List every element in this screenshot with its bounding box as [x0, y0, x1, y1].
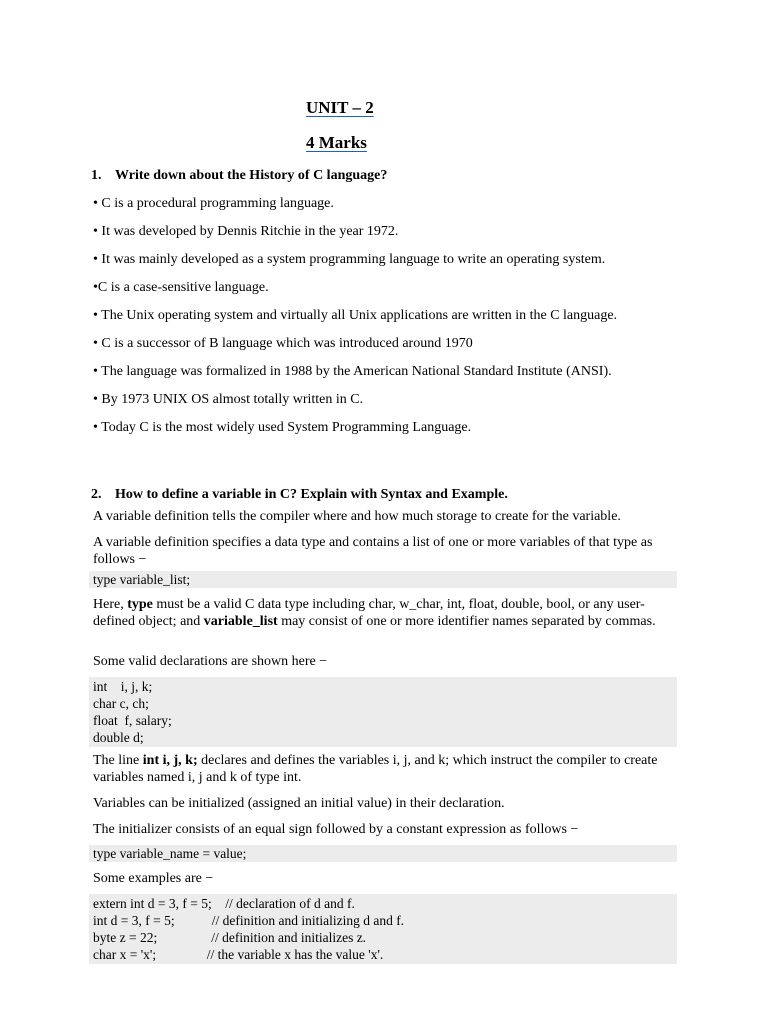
- q2-paragraph: [93, 596, 678, 630]
- code-line: char x = 'x'; // the variable x has the value 'x'.: [93, 947, 384, 962]
- q2-paragraph: Some examples are −: [93, 871, 214, 886]
- q1-bullet: • The language was formalized in 1988 by the American National Standard Institute (ANSI).: [93, 364, 612, 379]
- code-block: [89, 677, 677, 747]
- code-block: [89, 894, 677, 964]
- code-block: [89, 845, 677, 862]
- text-run-bold: type: [127, 597, 153, 612]
- code-line: int i, j, k;: [93, 679, 153, 694]
- code-line: int d = 3, f = 5; // definition and initializing d and f.: [93, 913, 405, 928]
- code-line: byte z = 22; // definition and initializes z.: [93, 930, 367, 945]
- q2-paragraph: Variables can be initialized (assigned an initial value) in their declaration.: [93, 796, 505, 811]
- q1-bullet: • C is a procedural programming language.: [93, 196, 334, 211]
- q2-paragraph: A variable definition specifies a data type and contains a list of one or more variables of that type as follows −: [93, 535, 653, 567]
- q1-bullet: • The Unix operating system and virtually all Unix applications are written in the C language.: [93, 308, 618, 323]
- marks-title: 4 Marks: [306, 133, 367, 152]
- text-run: Here,: [93, 597, 128, 612]
- code-line: type variable_list;: [93, 572, 191, 587]
- text-run-bold: variable_list: [203, 614, 278, 629]
- q1-bullet: • Today C is the most widely used System Programming Language.: [93, 420, 472, 435]
- q2-paragraph: [93, 752, 678, 786]
- q1-number: 1.: [91, 168, 102, 183]
- q1-bullet: • C is a successor of B language which was introduced around 1970: [93, 336, 473, 351]
- code-line: double d;: [93, 730, 144, 745]
- q1-bullet: • It was developed by Dennis Ritchie in the year 1972.: [93, 224, 399, 239]
- q2-number: 2.: [91, 487, 102, 502]
- code-block: [89, 571, 677, 588]
- code-line: extern int d = 3, f = 5; // declaration of d and f.: [93, 896, 355, 911]
- q1-bullet: • By 1973 UNIX OS almost totally written in C.: [93, 392, 364, 407]
- unit-title: UNIT – 2: [306, 98, 374, 117]
- q1-bullet: • It was mainly developed as a system programming language to write an operating system.: [93, 252, 606, 267]
- q2-paragraph: A variable definition tells the compiler where and how much storage to create for the variable.: [93, 509, 621, 524]
- q1-bullet: •C is a case-sensitive language.: [93, 280, 269, 295]
- code-line: type variable_name = value;: [93, 846, 247, 861]
- q2-paragraph: Some valid declarations are shown here −: [93, 654, 328, 669]
- code-line: char c, ch;: [93, 696, 149, 711]
- text-run: must be a valid C data type including char, w_char, int, float, double, bool, or any user-defined object; and: [93, 597, 645, 629]
- text-run: may consist of one or more identifier names separated by commas.: [277, 614, 656, 629]
- q2-paragraph: The initializer consists of an equal sign followed by a constant expression as follows −: [93, 822, 579, 837]
- text-run: The line: [93, 753, 143, 768]
- text-run-bold: int i, j, k;: [142, 753, 198, 768]
- text-run: declares and defines the variables i, j, and k; which instruct the compiler to create variables named i, j and k of type int.: [93, 753, 658, 785]
- q1-question: Write down about the History of C language?: [115, 168, 388, 183]
- code-line: float f, salary;: [93, 713, 172, 728]
- q2-question: How to define a variable in C? Explain with Syntax and Example.: [115, 487, 508, 502]
